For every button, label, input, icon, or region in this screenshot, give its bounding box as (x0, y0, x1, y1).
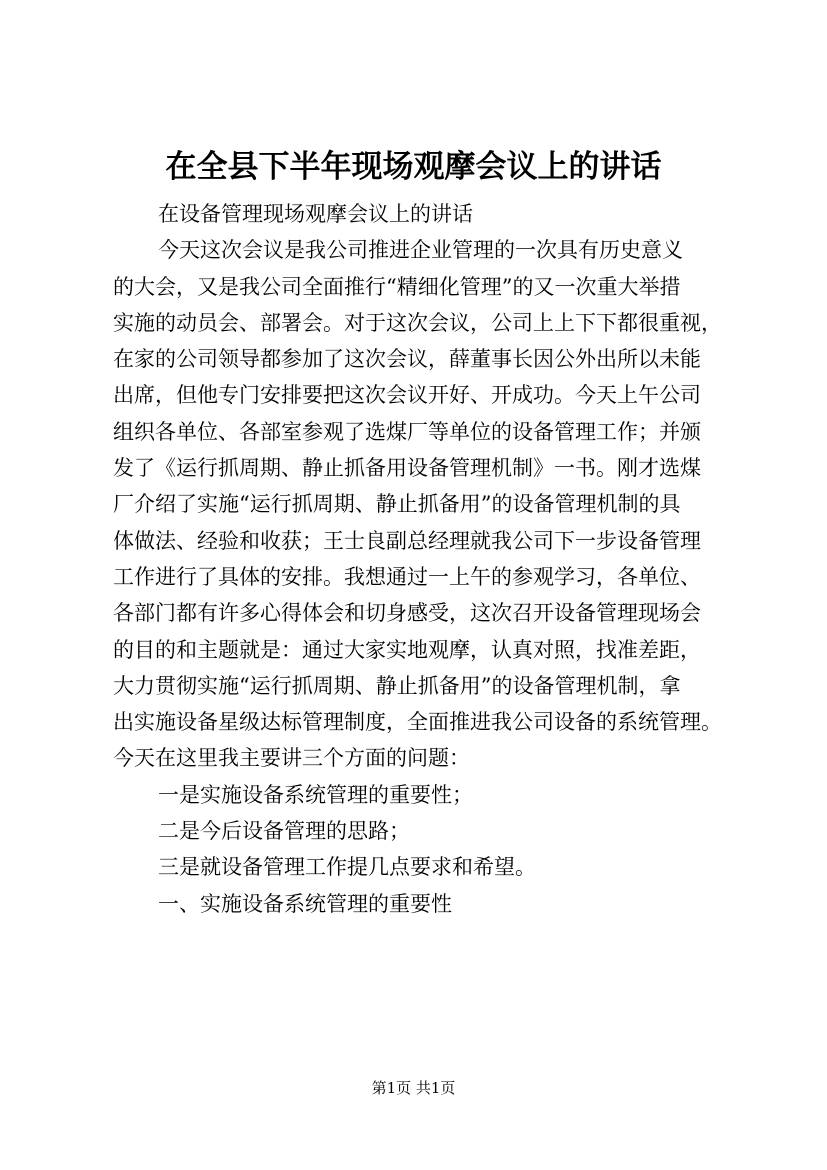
body-line: 一是实施设备系统管理的重要性； (158, 782, 473, 807)
body-line: 出席，但他专门安排要把这次会议开好、开成功。今天上午公司 (113, 383, 701, 408)
body-line: 三是就设备管理工作提几点要求和希望。 (158, 855, 536, 880)
body-line: 体做法、经验和收获；王士良副总经理就我公司下一步设备管理 (113, 528, 701, 553)
section-heading: 一、实施设备系统管理的重要性 (158, 891, 452, 916)
body-line: 的目的和主题就是：通过大家实地观摩，认真对照，找准差距， (113, 637, 701, 662)
document-body (113, 196, 733, 922)
body-line: 发了《运行抓周期、静止抓备用设备管理机制》一书。刚才选煤 (113, 456, 701, 481)
page-number-footer: 第1页 共1页 (371, 1079, 456, 1097)
body-line: 各部门都有许多心得体会和切身感受，这次召开设备管理现场会 (113, 601, 701, 626)
body-line: 工作进行了具体的安排。我想通过一上午的参观学习，各单位、 (113, 564, 701, 589)
body-line: 实施的动员会、部署会。对于这次会议，公司上上下下都很重视， (113, 310, 722, 335)
body-line: 在设备管理现场观摩会议上的讲话 (158, 202, 473, 226)
body-line: 二是今后设备管理的思路； (158, 819, 410, 844)
body-line: 出实施设备星级达标管理制度，全面推进我公司设备的系统管理。 (113, 710, 722, 735)
body-line: 今天在这里我主要讲三个方面的问题： (113, 746, 470, 771)
body-line: 厂介绍了实施“运行抓周期、静止抓备用”的设备管理机制的具 (113, 492, 681, 517)
body-line: 今天这次会议是我公司推进企业管理的一次具有历史意义 (158, 238, 683, 263)
body-line: 的大会，又是我公司全面推行“精细化管理”的又一次重大举措 (113, 274, 681, 299)
body-line: 组织各单位、各部室参观了选煤厂等单位的设备管理工作；并颁 (113, 419, 701, 444)
document-title: 在全县下半年现场观摩会议上的讲话 (165, 149, 662, 185)
body-line: 在家的公司领导都参加了这次会议，薛董事长因公外出所以未能 (113, 347, 701, 372)
body-line: 大力贯彻实施“运行抓周期、静止抓备用”的设备管理机制，拿 (113, 673, 681, 698)
